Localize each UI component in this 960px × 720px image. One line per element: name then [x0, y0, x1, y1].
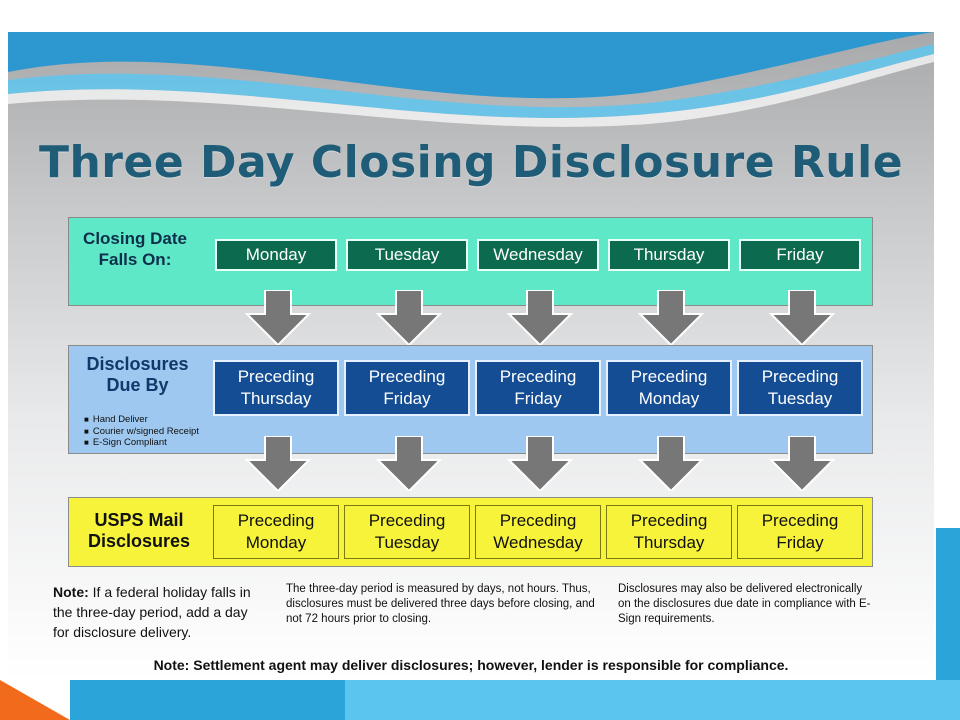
closing-label-line1: Closing Date: [83, 229, 187, 248]
closing-day-monday: Monday: [215, 239, 337, 271]
down-arrow-icon: [505, 436, 575, 491]
closing-day-friday: Friday: [739, 239, 861, 271]
holiday-note: [53, 582, 263, 642]
usps-box-4: Preceding Thursday: [606, 505, 732, 559]
disclosures-due-label: [75, 354, 200, 396]
delivery-methods-list: [84, 414, 199, 449]
header-wave-decoration: [8, 32, 934, 142]
due-label-line1: Disclosures: [86, 354, 189, 374]
closing-label-line2: Falls On:: [98, 250, 172, 269]
bullet-esign: ■ E-Sign Compliant: [84, 437, 199, 449]
electronic-delivery-note: Disclosures may also be delivered electronically on the disclosures due date in compliance with E-Sign requirements.: [618, 583, 871, 625]
down-arrow-icon: [243, 436, 313, 491]
slide: [8, 32, 934, 680]
usps-mail-label: [75, 510, 203, 552]
due-box-2: Preceding Friday: [344, 360, 470, 416]
usps-box-5: Preceding Friday: [737, 505, 863, 559]
usps-label-line2: Disclosures: [87, 531, 191, 551]
slide-title: Three Day Closing Disclosure Rule: [38, 137, 904, 188]
closing-day-tuesday: Tuesday: [346, 239, 468, 271]
bottom-accent-lightblue: [345, 680, 960, 720]
three-day-period-note: The three-day period is measured by days, not hours. Thus, disclosures must be delivered three days before closing, and not 72 hours prior to closing.: [286, 583, 595, 625]
down-arrow-icon: [767, 436, 837, 491]
closing-day-wednesday: Wednesday: [477, 239, 599, 271]
down-arrow-icon: [374, 436, 444, 491]
down-arrow-icon: [374, 290, 444, 345]
due-box-4: Preceding Monday: [606, 360, 732, 416]
down-arrow-icon: [505, 290, 575, 345]
due-box-5: Preceding Tuesday: [737, 360, 863, 416]
due-label-line2: Due By: [106, 375, 169, 395]
usps-mail-band: [68, 497, 873, 567]
holiday-note-text: If a federal holiday falls in the three-day period, add a day for disclosure delivery.: [53, 584, 251, 640]
due-box-1: Preceding Thursday: [213, 360, 339, 416]
closing-date-label: [75, 228, 195, 270]
note-prefix: Note:: [53, 584, 89, 600]
closing-day-thursday: Thursday: [608, 239, 730, 271]
corner-accent-orange: [0, 680, 70, 720]
bullet-hand-deliver: ■ Hand Deliver: [84, 414, 199, 426]
usps-label-line1: USPS Mail: [94, 510, 184, 530]
usps-box-3: Preceding Wednesday: [475, 505, 601, 559]
down-arrow-icon: [767, 290, 837, 345]
down-arrow-icon: [243, 290, 313, 345]
down-arrow-icon: [636, 290, 706, 345]
usps-box-1: Preceding Monday: [213, 505, 339, 559]
bullet-courier: ■ Courier w/signed Receipt: [84, 426, 199, 438]
disclosures-due-band: [68, 345, 873, 454]
due-box-3: Preceding Friday: [475, 360, 601, 416]
settlement-agent-note: Note: Settlement agent may deliver disclosures; however, lender is responsible for compliance.: [153, 657, 789, 673]
down-arrow-icon: [636, 436, 706, 491]
closing-date-band: [68, 217, 873, 306]
usps-box-2: Preceding Tuesday: [344, 505, 470, 559]
